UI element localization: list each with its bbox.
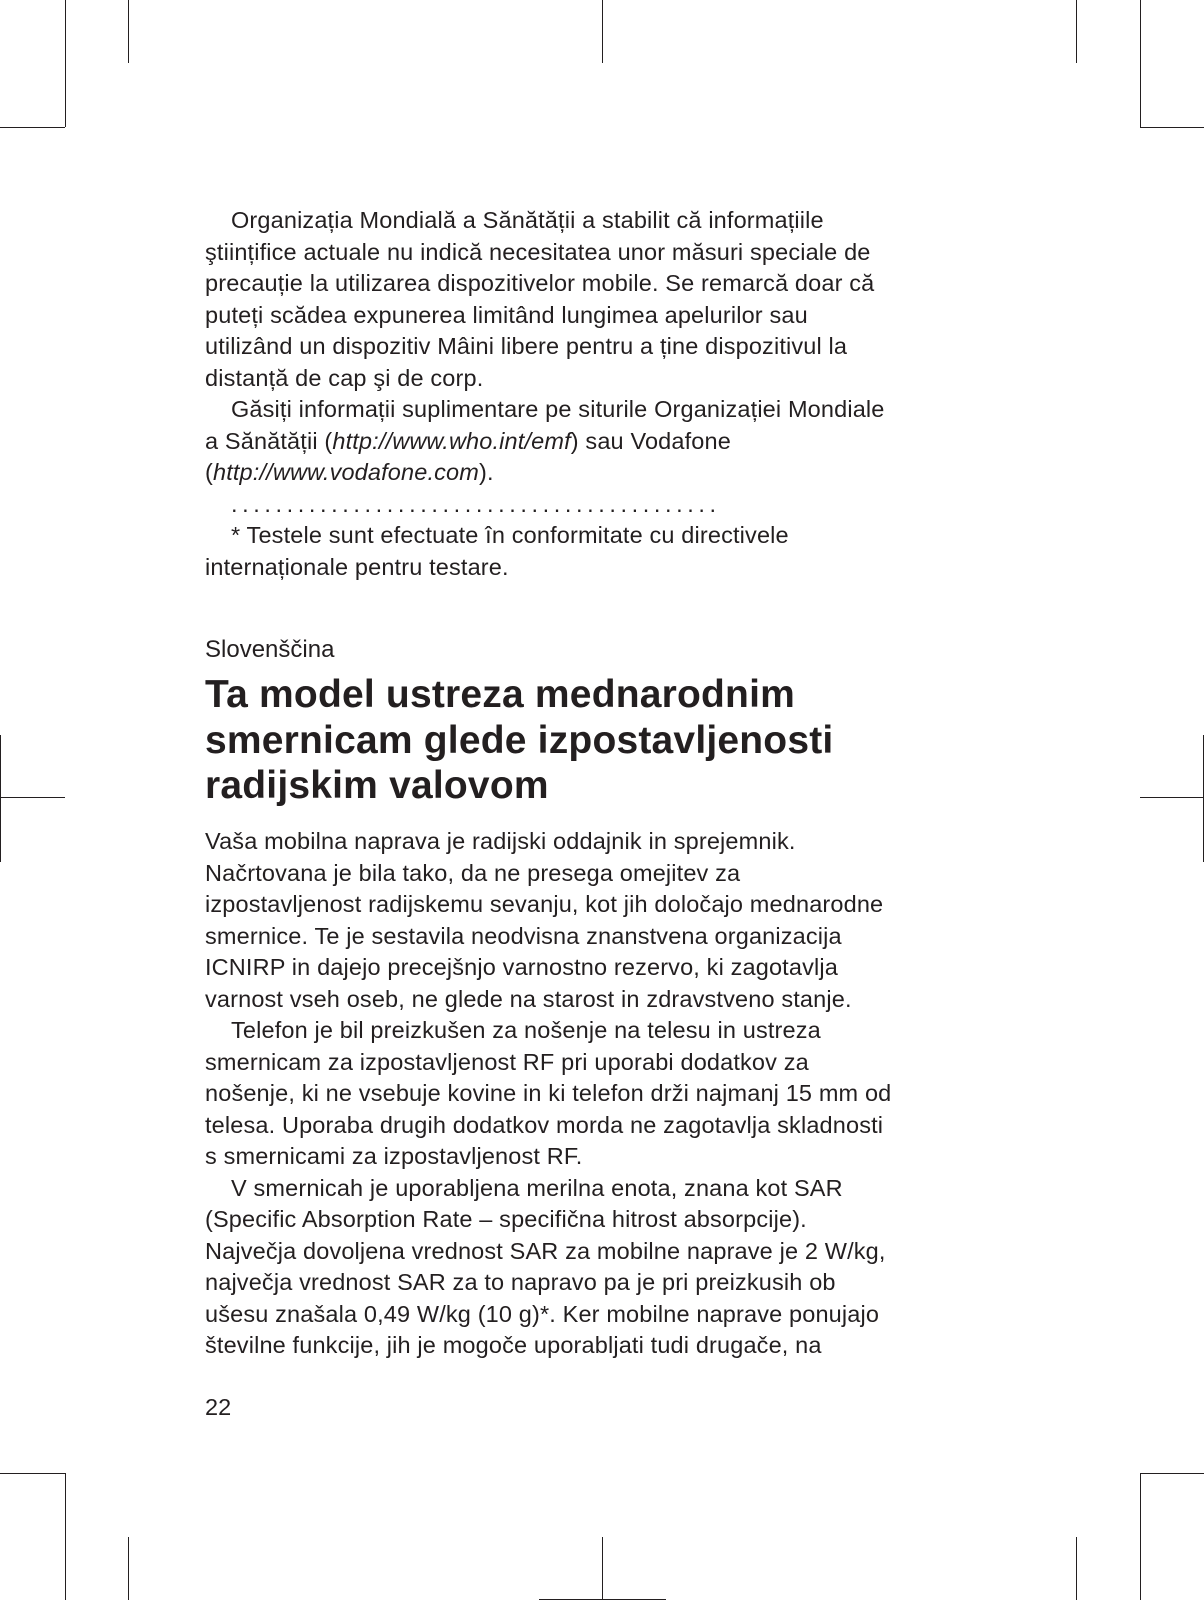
- who-emf-link[interactable]: http://www.who.int/emf: [332, 427, 571, 454]
- crop-mark: [1140, 1473, 1141, 1600]
- slovenian-paragraph-sar: V smernicah je uporabljena merilna enota, znana kot SAR (Specific Absorption Rate – specifična hitrost absorpcije). Največja dovoljena vrednost SAR za mobilne naprave je 2 W/kg, največja vrednost SAR za to napravo pa je pri preizkusih ob ušesu znašala 0,49 W/kg (10 g)*. Ker mobilne naprave ponujajo številne funkcije, jih je mogoče uporabljati tudi drugače, na: [205, 1174, 886, 1358]
- crop-mark: [0, 735, 1, 862]
- crop-mark: [1140, 1473, 1204, 1474]
- crop-mark: [0, 797, 65, 798]
- slovenian-paragraph-body-worn: Telefon je bil preizkušen za nošenje na telesu in ustreza smernicam za izpostavljenost RF pri uporabi dodatkov za nošenje, ki ne vsebuje kovine in ki telefon drži najmanj 15 mm od telesa. Uporaba drugih dodatkov morda ne zagotavlja skladnosti s smernicami za izpostavljenost RF.: [205, 1017, 892, 1169]
- crop-mark: [0, 127, 65, 128]
- crop-mark: [65, 0, 66, 127]
- romanian-section: [205, 205, 1005, 583]
- crop-mark: [128, 1537, 129, 1600]
- romanian-links-text: ).: [479, 459, 494, 485]
- crop-mark: [1140, 0, 1141, 127]
- romanian-links-text: ) sau Vodafone (: [205, 427, 731, 485]
- dotted-separator: ............................................: [231, 490, 721, 517]
- slovenian-paragraph-intro: Vaša mobilna naprava je radijski oddajnik in sprejemnik. Načrtovana je bila tako, da ne presega omejitev za izpostavljenost radijskemu sevanju, kot jih določajo mednarodne smernice. Te je sestavila neodvisna znanstvena organizacija ICNIRP in dajejo precejšnjo varnostno rezervo, ki zagotavlja varnost vseh oseb, ne glede na starost in zdravstveno stanje.: [205, 828, 884, 1012]
- vodafone-link[interactable]: http://www.vodafone.com: [212, 459, 479, 485]
- crop-mark: [1140, 797, 1204, 798]
- crop-mark: [602, 1537, 603, 1600]
- crop-mark: [602, 0, 603, 63]
- language-label: Slovenščina: [205, 636, 335, 663]
- romanian-footnote: * Testele sunt efectuate în conformitate cu directivele internaționale pentru testare.: [205, 522, 789, 580]
- crop-mark: [128, 0, 129, 63]
- crop-mark: [65, 1473, 66, 1600]
- romanian-links-text: Găsiți informații suplimentare pe siturile Organizației Mondiale a Sănătății (: [205, 396, 885, 454]
- section-heading: Ta model ustreza mednarodnim smernicam glede izpostavljenosti radijskim valovom: [205, 673, 834, 807]
- crop-mark: [0, 1473, 65, 1474]
- romanian-paragraph-who: Organizația Mondială a Sănătății a stabilit că informațiile ştiințifice actuale nu indică necesitatea unor măsuri speciale de precauție la utilizarea dispozitivelor mobile. Se remarcă doar că puteți scădea expunerea limitând lungimea apelurilor sau utilizând un dispozitiv Mâini libere pentru a ține dispozitivul la distanță de cap şi de corp.: [205, 207, 875, 391]
- crop-mark: [1076, 0, 1077, 63]
- page-number: 22: [205, 1394, 232, 1420]
- romanian-paragraph-links: [205, 394, 1005, 489]
- slovenian-section: [205, 826, 1005, 1362]
- crop-mark: [1140, 127, 1204, 128]
- crop-mark: [1076, 1537, 1077, 1600]
